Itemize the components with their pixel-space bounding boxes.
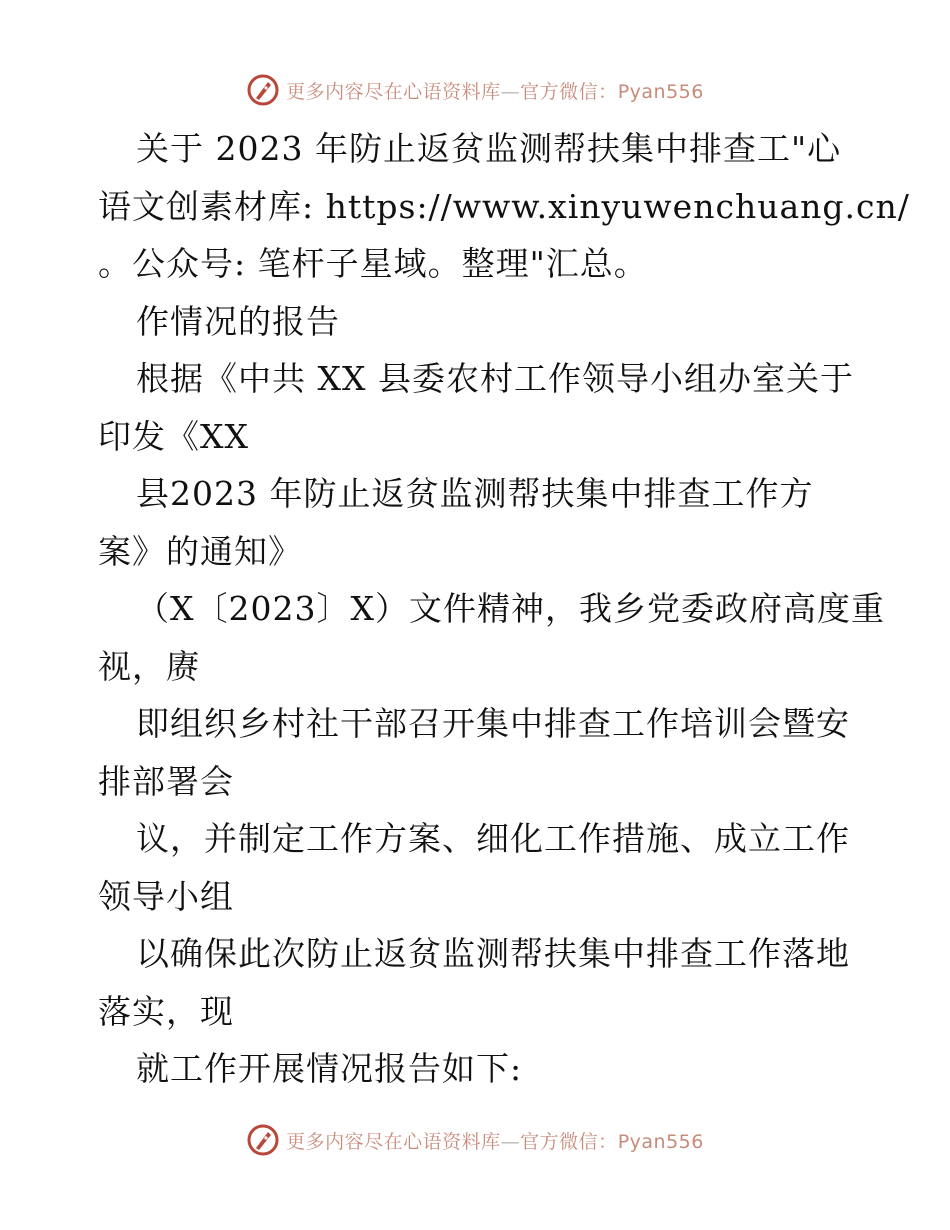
text-line: 落实，现 [98, 991, 234, 1031]
footer-watermark-banner [0, 1120, 950, 1160]
text-line: 议，并制定工作方案、细化工作措施、成立工作 [136, 819, 850, 858]
text-line: 根据《中共 XX 县委农村工作领导小组办室关于 [136, 359, 854, 398]
watermark-text: 更多内容尽在心语资料库—官方微信：Pyan556 [286, 80, 704, 103]
text-line: 排部署会 [98, 761, 234, 801]
text-line: （X〔2023〕X）文件精神，我乡党委政府高度重 [136, 589, 885, 628]
text-line: 语文创素材库: https://www.xinyuwenchuang.cn/ [98, 186, 910, 226]
text-line: 县2023 年防止返贫监测帮扶集中排查工作方 [136, 474, 814, 513]
text-line: 以确保此次防止返贫监测帮扶集中排查工作落地 [136, 934, 850, 973]
text-line: 领导小组 [98, 876, 234, 916]
pen-nib-logo-icon [246, 73, 280, 107]
pen-nib-logo-icon [246, 1123, 280, 1157]
text-line: 。公众号: 笔杆子星域。整理"汇总。 [98, 244, 648, 283]
text-line: 印发《XX [98, 416, 249, 456]
text-line: 作情况的报告 [136, 301, 340, 341]
text-line: 即组织乡村社干部召开集中排查工作培训会暨安 [136, 704, 850, 743]
text-line: 就工作开展情况报告如下: [136, 1049, 523, 1088]
text-line: 案》的通知》 [98, 531, 302, 571]
text-line: 视，赓 [98, 646, 200, 686]
watermark-text: 更多内容尽在心语资料库—官方微信：Pyan556 [286, 1130, 704, 1153]
header-watermark-banner [0, 70, 950, 110]
document-body [98, 120, 910, 1098]
text-line: 关于 2023 年防止返贫监测帮扶集中排查工"心 [136, 129, 842, 168]
